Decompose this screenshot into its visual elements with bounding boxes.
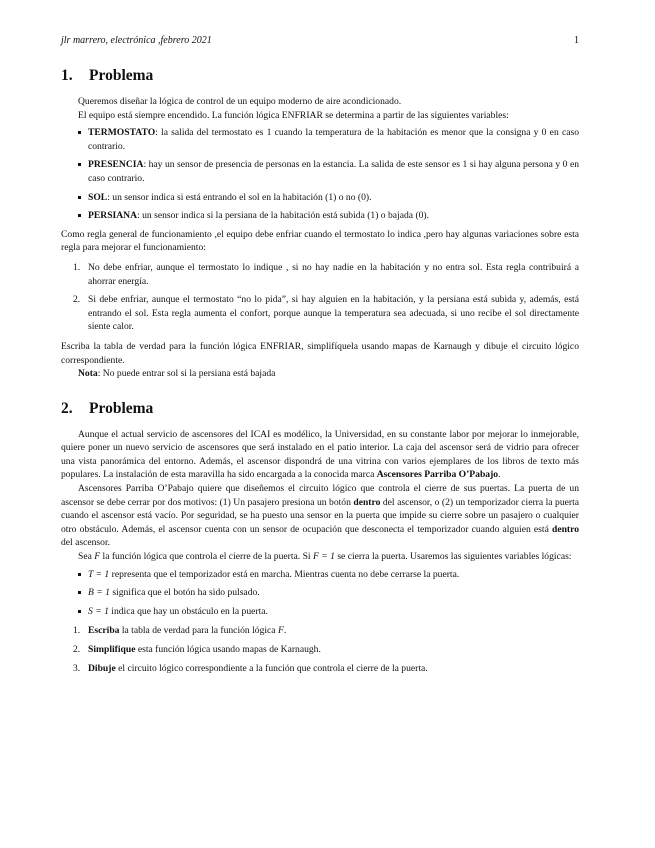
list-item [61, 568, 579, 582]
paragraph-text: Sea [78, 551, 95, 563]
list-item [61, 586, 579, 600]
list-item [61, 191, 579, 205]
rule-number: 2. [73, 294, 81, 306]
note-text: : No puede entrar sol si la persiana está bajada [97, 368, 276, 380]
note-label: Nota [78, 368, 98, 380]
variable-name: SOL [88, 191, 108, 203]
math-variable: F [277, 625, 284, 637]
problem-1-title: Problema [89, 67, 154, 84]
emphasis-dentro: dentro [551, 523, 579, 535]
task-verb: Dibuje [88, 662, 116, 674]
variable-description: : un sensor indica si está entrando el sol en la habitación (1) o no (0). [107, 191, 372, 203]
problem-1-general-rule: Como regla general de funcionamiento ,el equipo debe enfriar cuando el termostato lo indica ,pero hay algunas variaciones sobre esta regla para mejorar el funcionamiento: [61, 228, 579, 254]
math-equation: B = 1 [88, 587, 110, 599]
list-item [61, 605, 579, 619]
paragraph-text: . [498, 469, 501, 481]
list-item [61, 624, 579, 638]
paragraph-text: del ascensor, o (2) un temporizador cierra la puerta cuando el ascensor está vacío. Por seguridad, se ha puesto una sensor en la puerta que impide su cierre sobre un pasajero o cualquier otro obstáculo. Además, el ascensor cuenta con un sensor de ocupación que desconecta el temporizador cuando alguien está [61, 496, 579, 535]
problem-1-section [61, 66, 579, 381]
variable-description: indica que hay un obstáculo en la puerta. [108, 605, 268, 617]
paragraph-text: se cierra la puerta. Usaremos las siguientes variables lógicas: [334, 551, 572, 563]
task-number: 3. [73, 662, 81, 674]
problem-2-paragraph-3 [61, 550, 579, 564]
list-item [61, 662, 579, 676]
variable-name: PRESENCIA [88, 159, 144, 171]
problem-2-number: 2. [61, 399, 73, 417]
brand-name: Ascensores Parriba O’Pabajo [376, 469, 499, 481]
problem-1-number: 1. [61, 67, 73, 84]
task-text: la tabla de verdad para la función lógica [119, 625, 278, 637]
variable-description: significa que el botón ha sido pulsado. [109, 587, 260, 599]
list-item [61, 209, 579, 223]
paragraph-text: Aunque el actual servicio de ascensores del ICAI es modélico, la Universidad, en su constante labor por mejorar lo inmejorable, quiere poner un nuevo servicio de ascensores que será instalado en el patio interior. La caja del ascensor será de vidrio para ofrecer una vista panorámica del entorno. Además, el ascensor dispondrá de una vitrina con varios ejemplares de los libros de texto más populares. La instalación de esta maravilla ha sido encargada a la conocida marca [61, 428, 579, 481]
problem-1-intro-line1: Queremos diseñar la lógica de control de un equipo moderno de aire acondicionado. [78, 96, 402, 107]
variable-description: : hay un sensor de presencia de personas en la estancia. La salida de este sensor es 1 si hay alguna persona y 0 en caso contrario. [88, 159, 579, 184]
math-equation: F = 1 [312, 551, 335, 563]
rule-number: 1. [73, 261, 81, 273]
paragraph-text: la función lógica que controla el cierre de la puerta. Si [100, 551, 313, 563]
problem-2-title: Problema [89, 399, 154, 417]
header-author-date: jlr marrero, electrónica ,febrero 2021 [61, 35, 212, 46]
task-number: 1. [73, 625, 81, 637]
paragraph-text: Ascensores Parriba O’Pabajo quiere que diseñemos el circuito lógico que controla el cierre de sus puertas. La puerta de un ascensor se debe cerrar por dos motivos: (1) Un pasajero presiona un botón [61, 483, 579, 508]
variable-description: : un sensor indica si la persiana de la habitación está subida (1) o bajada (0). [137, 210, 430, 222]
problem-1-note [61, 367, 579, 381]
task-number: 2. [73, 644, 81, 655]
variable-name: TERMOSTATO [88, 127, 156, 139]
problem-1-heading [61, 66, 579, 86]
problem-1-intro-line2: El equipo está siempre encendido. La función lógica ENFRIAR se determina a partir de las siguientes variables: [78, 109, 509, 121]
task-end: . [283, 625, 287, 637]
problem-2-section [61, 399, 579, 676]
math-equation: T = 1 [88, 568, 110, 580]
problem-2-paragraph-2 [61, 482, 579, 550]
task-text: el circuito lógico correspondiente a la función que controla el cierre de la puerta. [115, 662, 428, 674]
problem-2-paragraph-1 [61, 428, 579, 482]
problem-2-heading [61, 399, 579, 419]
list-item [61, 126, 579, 153]
list-item [61, 261, 579, 288]
variable-description: representa que el temporizador está en marcha. Mientras cuenta no debe cerrarse la puerta. [109, 568, 460, 580]
paragraph-text: del ascensor. [61, 537, 111, 549]
problem-2-variable-list [61, 568, 579, 619]
problem-1-variable-list [61, 126, 579, 223]
running-header [61, 34, 579, 48]
list-item [61, 643, 579, 657]
variable-description: : la salida del termostato es 1 cuando la temperatura de la habitación es menor que la consigna y 0 en caso contrario. [88, 127, 579, 152]
math-equation: S = 1 [88, 605, 109, 617]
rule-text: Si debe enfriar, aunque el termostato “no lo pida”, si hay alguien en la habitación, y la persiana está subida y, además, está entrando el sol. Esta regla aumenta el confort, porque aunque la temperatura sea adecuada, si uno recibe el sol directamente siente calor. [88, 294, 579, 333]
math-variable: F [94, 551, 101, 563]
problem-1-rule-list [61, 261, 579, 334]
problem-2-task-list [61, 624, 579, 675]
variable-name: PERSIANA [88, 210, 138, 222]
list-item [61, 293, 579, 334]
emphasis-dentro: dentro [353, 496, 381, 508]
list-item [61, 158, 579, 185]
task-text: esta función lógica usando mapas de Karnaugh. [135, 644, 321, 655]
rule-text: No debe enfriar, aunque el termostato lo indique , si no hay nadie en la habitación y no entra sol. Esta regla contribuirá a ahorrar energía. [88, 261, 579, 287]
page-body [61, 66, 579, 681]
task-verb: Escriba [88, 625, 120, 637]
problem-1-task: Escriba la tabla de verdad para la función lógica ENFRIAR, simplifíquela usando mapas de Karnaugh y dibuje el circuito lógico correspondiente. [61, 340, 579, 366]
page-number: 1 [574, 35, 579, 46]
task-verb: Simplifique [88, 644, 136, 655]
